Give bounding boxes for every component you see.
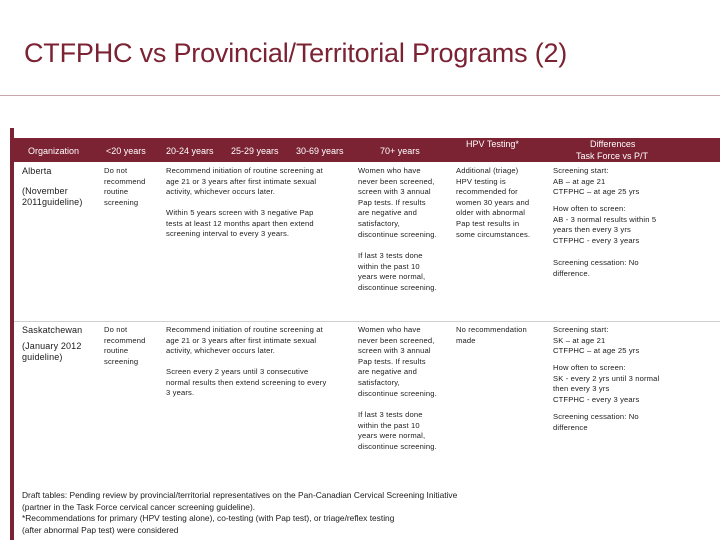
page-number: 62 [678, 516, 692, 530]
header-differences-sub: Task Force vs P/T [576, 151, 649, 161]
row-saskatchewan-under-20: Do not recommend routine screening [104, 325, 146, 366]
header-20-24: 20-24 years [166, 146, 214, 156]
row-saskatchewan-interval: Screen every 2 years until 3 consecutive normal results then extend screening to every 3 years. [166, 367, 327, 398]
row-saskatchewan-diff-start: Screening start: SK – at age 21 CTFPHC – at age 25 yrs [553, 325, 640, 356]
row-alberta-diff-start: Screening start: AB – at age 21 CTFPHC – at age 25 yrs [553, 166, 640, 197]
row-alberta-70-plus-cessation: If last 3 tests done within the past 10 years were normal, discontinue screening. [358, 251, 437, 292]
row-alberta-70-plus: Women who have never been screened, screen with 3 annual Pap tests. If results are negative and satisfactory, discontinue screening. [358, 166, 437, 239]
header-organization: Organization [28, 146, 80, 156]
row-saskatchewan-diff-cessation: Screening cessation: No difference [553, 412, 639, 432]
row-alberta-interval: Within 5 years screen with 3 negative Pap tests at least 12 months apart then extend screening interval to every 3 years. [166, 208, 314, 239]
row-alberta-initiation: Recommend initiation of routine screening at age 21 or 3 years after first intimate sexual activity, whichever occurs later. [166, 166, 323, 197]
row-alberta-hpv: Additional (triage) HPV testing is recommended for women 30 years and older with abnormal Pap test results in some circumstances. [456, 166, 531, 239]
header-hpv-testing: HPV Testing* [466, 139, 519, 149]
row-divider [14, 321, 720, 322]
row-saskatchewan-70-plus: Women who have never been screened, screen with 3 annual Pap tests. If results are negative and satisfactory, discontinue screening. [358, 325, 437, 398]
slide-title: CTFPHC vs Provincial/Territorial Programs (2) [24, 38, 568, 68]
row-saskatchewan-diff-frequency: How often to screen: SK - every 2 yrs until 3 normal then every 3 yrs CTFPHC - every 3 years [553, 363, 660, 404]
row-alberta-under-20: Do not recommend routine screening [104, 166, 146, 207]
header-under-20: <20 years [106, 146, 146, 156]
header-70-plus: 70+ years [380, 146, 420, 156]
header-differences: Differences [590, 139, 636, 149]
row-alberta-diff-frequency: How often to screen: AB - 3 normal results within 5 years then every 3 yrs CTFPHC - every 3 years [553, 204, 657, 245]
header-25-29: 25-29 years [231, 146, 279, 156]
row-saskatchewan-70-plus-cessation: If last 3 tests done within the past 10 years were normal, discontinue screening. [358, 410, 437, 451]
row-saskatchewan-hpv: No recommendation made [456, 325, 527, 345]
footnotes: Draft tables: Pending review by provincial/territorial representatives on the Pan-Canadian Cervical Screening Initiative (partner in the Task Force cervical cancer screening guideline). *Recommendations for primary (HPV testing alone), co-testing (with Pap test), or triage/reflex testing (after abnormal Pap test) were considered [22, 490, 458, 535]
row-saskatchewan-org: Saskatchewan (January 2012 guideline) [22, 325, 83, 362]
row-alberta-diff-cessation: Screening cessation: No difference. [553, 258, 639, 278]
header-30-69: 30-69 years [296, 146, 344, 156]
title-divider [0, 95, 720, 96]
row-alberta-org: Alberta (November 2011guideline) [22, 166, 83, 207]
row-saskatchewan-initiation: Recommend initiation of routine screening at age 21 or 3 years after first intimate sexual activity, whichever occurs later. [166, 325, 323, 356]
